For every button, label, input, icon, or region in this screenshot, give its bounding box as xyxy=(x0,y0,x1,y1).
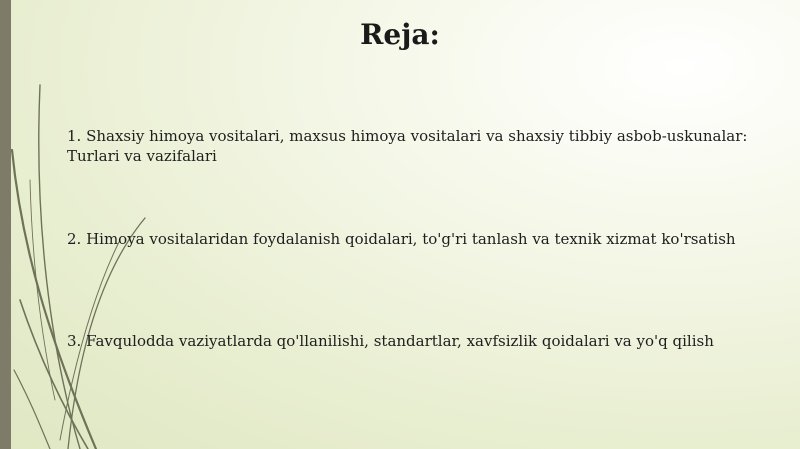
slide-title: Reja: xyxy=(360,18,440,51)
left-accent-bar xyxy=(0,0,11,449)
plan-item-3: 3. Favqulodda vaziyatlarda qo'llanilishi, standartlar, xavfsizlik qoidalari va yo'q qilish xyxy=(67,332,714,350)
plan-item-2: 2. Himoya vositalaridan foydalanish qoidalari, to'g'ri tanlash va texnik xizmat ko'rsatish xyxy=(67,230,736,248)
plan-item-1: 1. Shaxsiy himoya vositalari, maxsus himoya vositalari va shaxsiy tibbiy asbob-uskunalar: Turlari va vazifalari xyxy=(67,127,748,165)
